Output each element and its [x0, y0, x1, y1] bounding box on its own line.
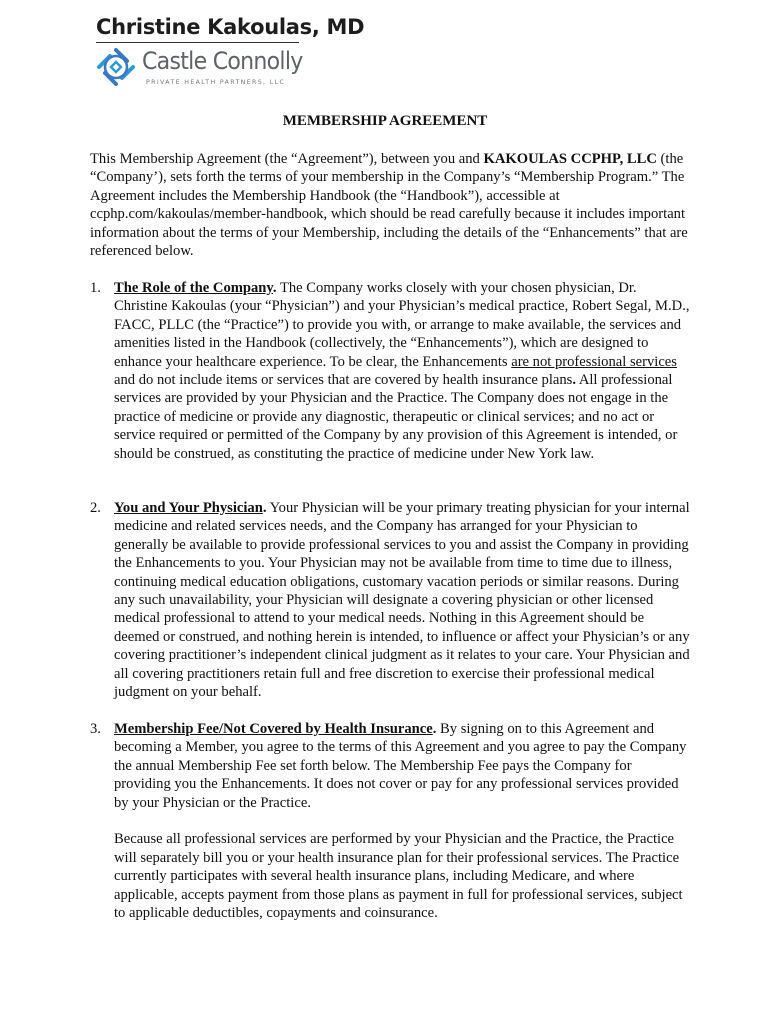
- section-1-body: [114, 279, 690, 463]
- section-3-heading: Membership Fee/Not Covered by Health Insurance: [114, 721, 433, 737]
- section-2: [90, 499, 690, 701]
- section-3-heading-period: .: [432, 721, 437, 737]
- section-1-text-a: The Company works closely with your chosen physician, Dr. Christine Kakoulas (your “Physician”) and your Physician’s medical practice, Robert Segal, M.D., FACC, PLLC (the “Practice”) to provide you with, or arrange to make available, the services and amenities listed in the Handbook (collectively, the “Enhancements”), which are designed to enhance your healthcare experience. To be clear, the Enhancements: [114, 280, 690, 370]
- intro-text-a: This Membership Agreement (the “Agreement”), between you and: [90, 151, 484, 167]
- section-2-number: 2.: [90, 500, 101, 516]
- section-1: [90, 279, 690, 463]
- section-3: [90, 720, 690, 922]
- letterhead: [96, 14, 365, 98]
- section-1-text-b: and do not include items or services that are covered by health insurance plans: [114, 372, 573, 389]
- section-1-text-c: All professional services are provided by your Physician and the Practice. The Company does not engage in the practice of medicine or provide any diagnostic, therapeutic or clinical services; and no act or service required or permitted of the Company by any provision of this Agreement is intended, or should be construed, as constituting the practice of medicine under New York law.: [114, 372, 678, 462]
- section-3-number: 3.: [90, 721, 101, 737]
- letterhead-rule: [96, 42, 299, 43]
- document-title: MEMBERSHIP AGREEMENT: [282, 113, 488, 129]
- section-2-heading-period: .: [262, 500, 267, 516]
- intro-text-b: (the “Company’), sets forth the terms of your membership in the Company’s “Membership Program.” The Agreement includes the Membership Handbook (the “Handbook”), accessible at ccphp.com/kakoulas/member-handbook, which should be read carefully because it includes important information about the terms of your Membership, including the details of the “Enhancements” that are referenced below.: [90, 151, 688, 260]
- intro-company-name: KAKOULAS CCPHP, LLC: [483, 151, 657, 167]
- section-1-heading: The Role of the Company: [114, 280, 273, 296]
- castle-connolly-logo-icon: [96, 47, 136, 87]
- company-subtitle: PRIVATE HEALTH PARTNERS, LLC: [146, 79, 286, 86]
- section-1-underlined: are not professional services: [511, 353, 677, 370]
- section-2-heading: You and Your Physician: [114, 500, 263, 516]
- company-brand: [96, 46, 306, 98]
- section-1-bold-period: .: [572, 372, 576, 389]
- section-3-body: [114, 720, 690, 922]
- section-3-paragraph-2: Because all professional services are performed by your Physician and the Practice, the Practice will separately bill you or your health insurance plan for their professional services. The Practice currently participates with several health insurance plans, including Medicare, and where applicable, accepts payment from those plans as payment in full for professional services, subject to applicable deductibles, copayments and coinsurance.: [114, 831, 683, 922]
- section-1-heading-period: .: [272, 280, 277, 296]
- section-3-text: By signing on to this Agreement and becoming a Member, you agree to the terms of this Agreement and you agree to pay the Company the annual Membership Fee set forth below. The Membership Fee pays the Company for providing you the Enhancements. It does not cover or pay for any professional services provided by your Physician or the Practice.: [114, 721, 687, 811]
- section-2-text: Your Physician will be your primary treating physician for your internal medicine and related services needs, and the Company has arranged for your Physician to generally be available to provide professional services to you and assist the Company in providing the Enhancements to you. Your Physician may not be available from time to time due to illness, continuing medical education obligations, customary vacation periods or similar reasons. During any such unavailability, your Physician will designate a covering physician or other licensed medical professional to attend to your medical needs. Nothing in this Agreement should be deemed or construed, and nothing herein is intended, to influence or affect your Physician’s or any covering practitioner’s independent clinical judgment as it relates to your care. Your Physician and all covering practitioners retain full and free discretion to exercise their professional medical judgment on your behalf.: [114, 500, 690, 701]
- section-1-number: 1.: [90, 280, 101, 296]
- company-name: Castle Connolly: [142, 47, 303, 75]
- section-2-body: [114, 499, 690, 701]
- intro-paragraph: [90, 150, 690, 260]
- doctor-name: Christine Kakoulas, MD: [96, 15, 365, 39]
- section-3-paragraph-1: [114, 720, 690, 812]
